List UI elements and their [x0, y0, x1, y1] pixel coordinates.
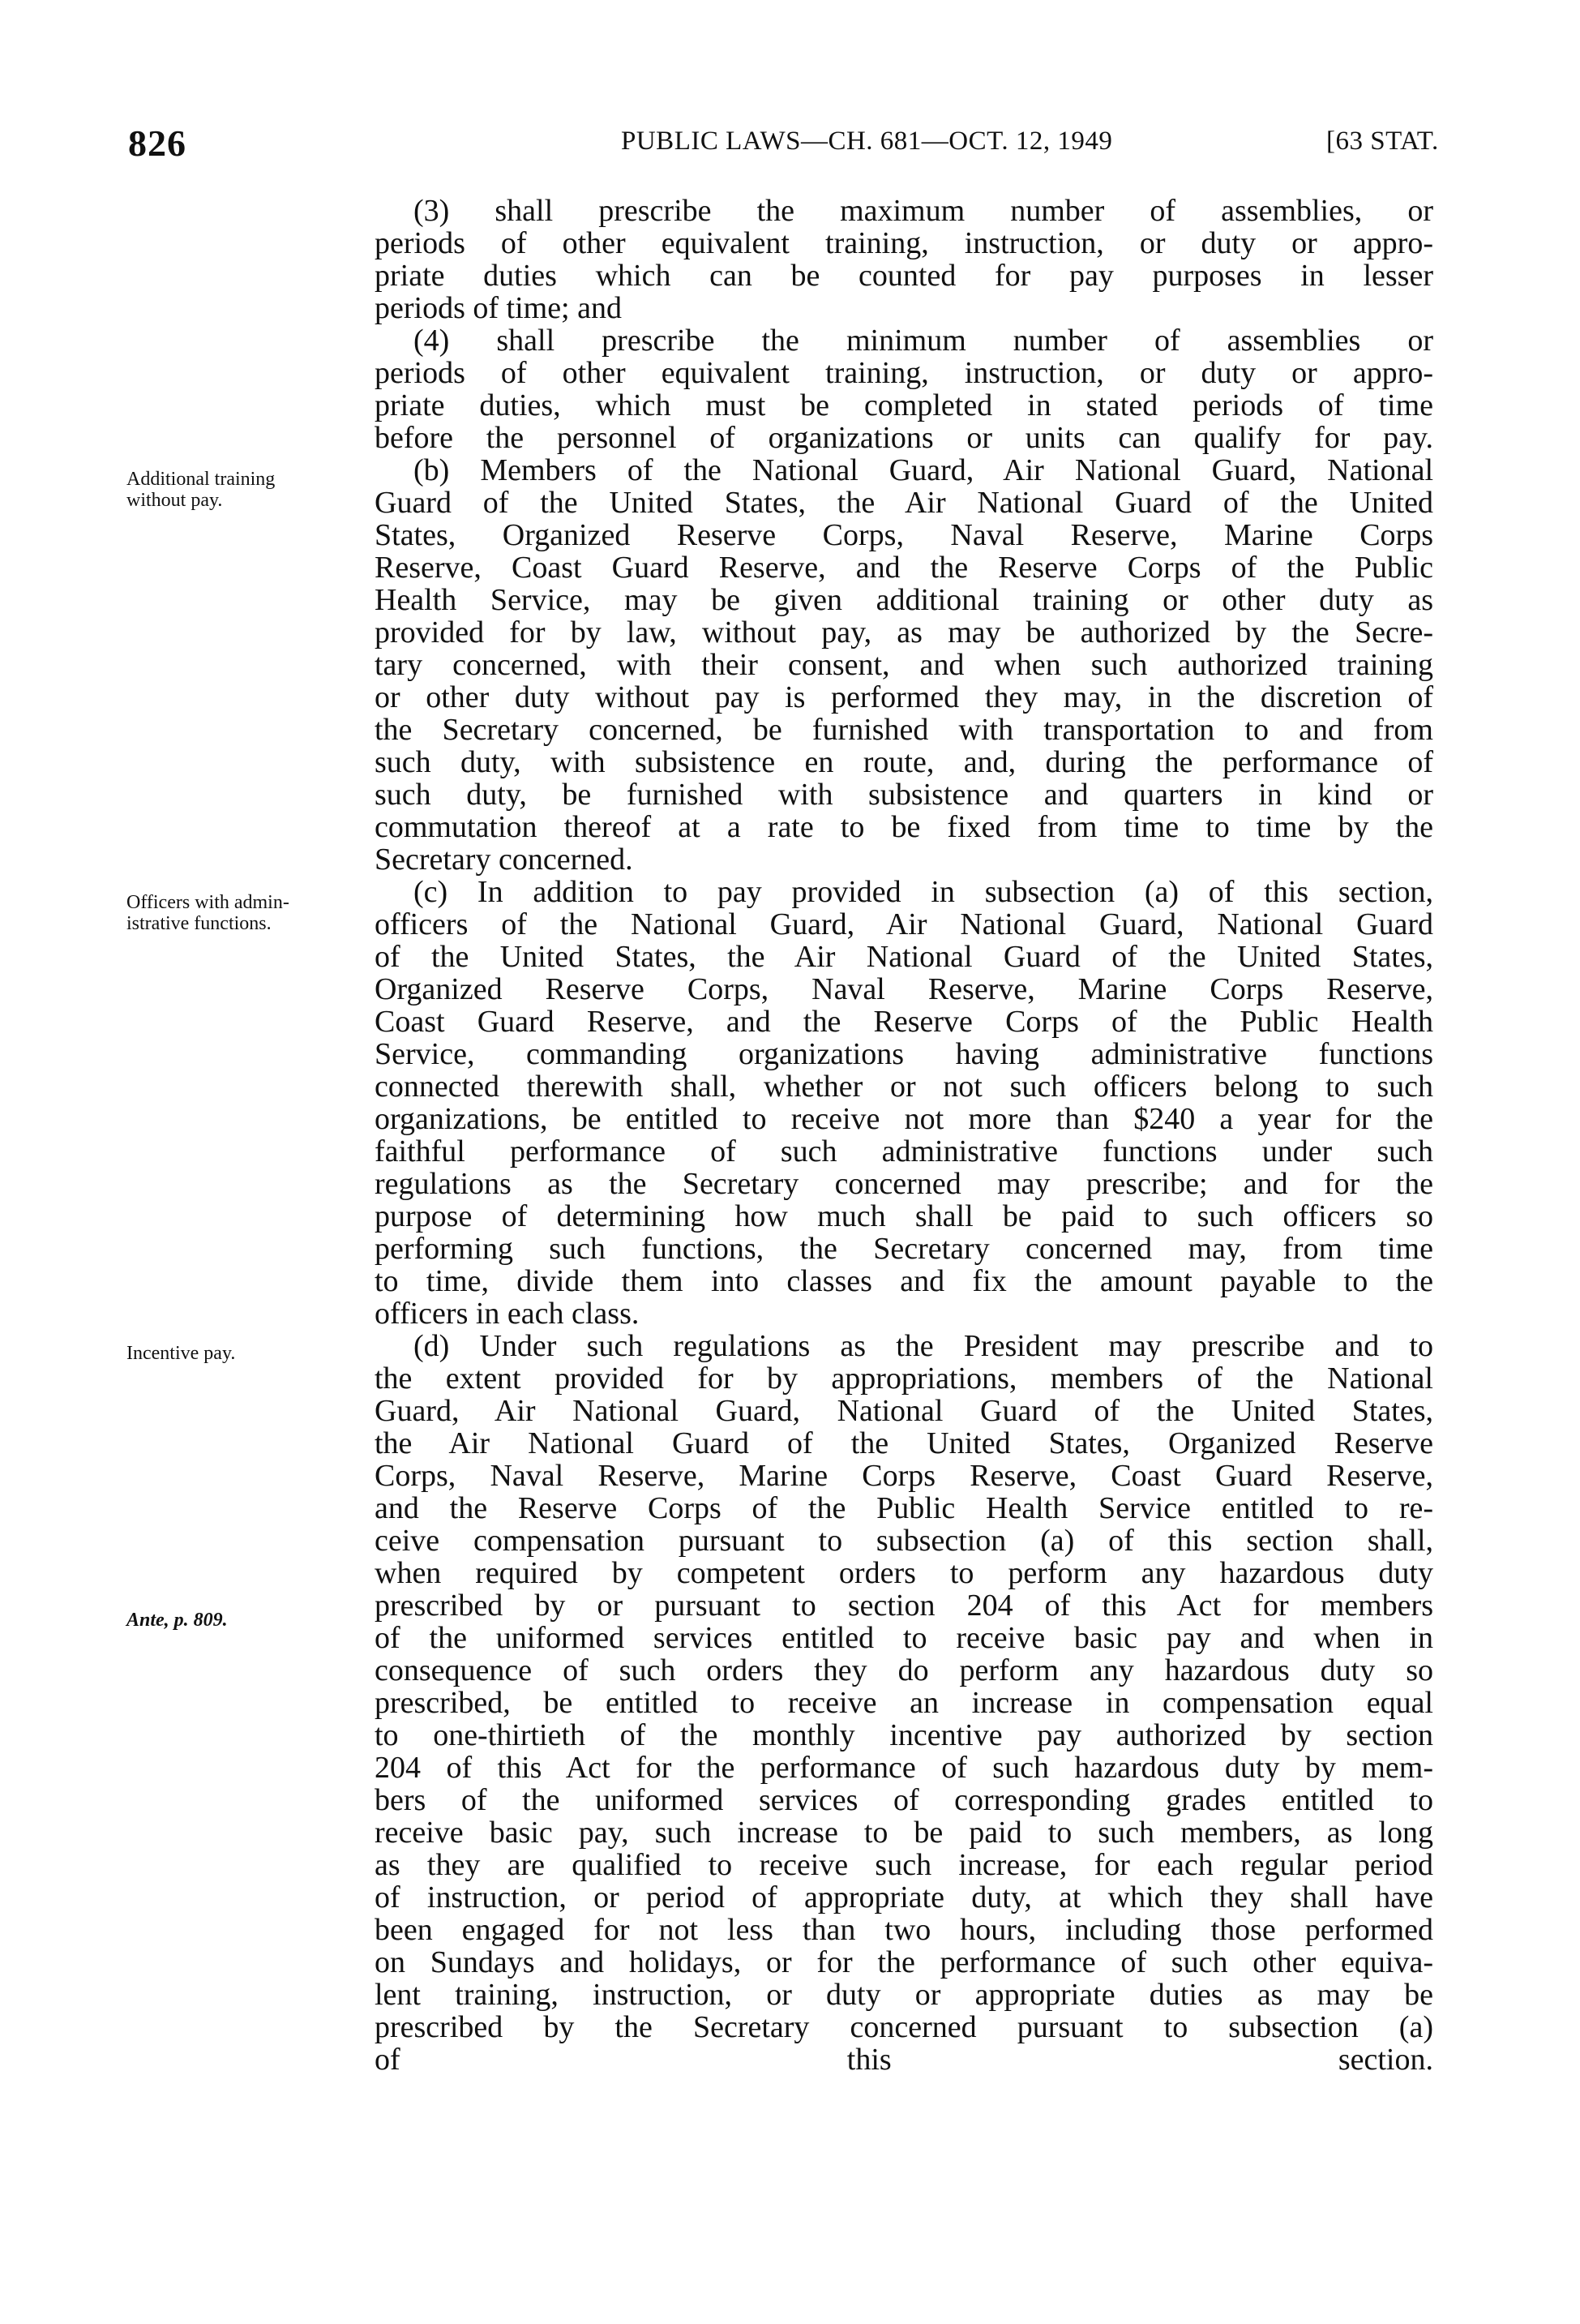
text-line: bers of the uniformed services of corresponding grades entitled to: [375, 1783, 1433, 1817]
text-line: (3) shall prescribe the maximum number of assemblies, or: [413, 194, 1433, 228]
page-header: [0, 122, 1580, 170]
margin-note-ante: [126, 1610, 370, 1631]
text-line: (c) In addition to pay provided in subsection (a) of this section,: [413, 875, 1433, 909]
text-line: or other duty without pay is performed they may, in the discretion of: [375, 680, 1433, 714]
text-line: officers of the National Guard, Air National Guard, National Guard: [375, 907, 1433, 941]
text-line: Coast Guard Reserve, and the Reserve Corps of the Public Health: [375, 1005, 1433, 1039]
text-line: Organized Reserve Corps, Naval Reserve, Marine Corps Reserve,: [375, 972, 1433, 1006]
text-line: of the uniformed services entitled to receive basic pay and when in: [375, 1621, 1433, 1655]
margin-note-additional-training: [126, 469, 370, 511]
text-line: commutation thereof at a rate to be fixed from time to time by the: [375, 810, 1433, 844]
volume-reference: [63 STAT.: [1326, 126, 1439, 156]
text-line: Guard, Air National Guard, National Guard of the United States,: [375, 1394, 1433, 1428]
margin-note-line: Additional training: [126, 469, 276, 490]
text-line: 204 of this Act for the performance of such hazardous duty by mem-: [375, 1751, 1433, 1785]
text-line: officers in each class.: [375, 1297, 640, 1331]
text-line: Guard of the United States, the Air National Guard of the United: [375, 486, 1433, 520]
text-line: [375, 2076, 1433, 2108]
text-line: as they are qualified to receive such increase, for each regular period: [375, 1848, 1433, 1882]
text-line: (4) shall prescribe the minimum number of assemblies or: [413, 324, 1433, 358]
text-line: prescribed, be entitled to receive an increase in compensation equal: [375, 1686, 1433, 1720]
margin-note-line: istrative functions.: [126, 913, 272, 934]
text-line: (b) Members of the National Guard, Air National Guard, National: [413, 453, 1433, 487]
text-line: periods of time; and: [375, 291, 622, 325]
text-line: performing such functions, the Secretary concerned may, from time: [375, 1232, 1433, 1266]
body-text: [375, 195, 1433, 2108]
text-line: regulations as the Secretary concerned may prescribe; and for the: [375, 1167, 1433, 1201]
running-head: PUBLIC LAWS—CH. 681—OCT. 12, 1949: [621, 126, 1113, 156]
text-line: on Sundays and holidays, or for the performance of such other equiva-: [375, 1945, 1433, 1979]
text-line: prescribed by or pursuant to section 204 of this Act for members: [375, 1589, 1433, 1623]
text-line: of instruction, or period of appropriate duty, at which they shall have: [375, 1880, 1433, 1915]
text-line: been engaged for not less than two hours, including those performed: [375, 1913, 1433, 1947]
text-line: the extent provided for by appropriations, members of the National: [375, 1361, 1433, 1396]
text-line: such duty, with subsistence en route, and, during the performance of: [375, 745, 1433, 779]
margin-note-line: Incentive pay.: [126, 1343, 236, 1364]
text-line: Secretary concerned.: [375, 843, 633, 877]
text-line: of the United States, the Air National Guard of the United States,: [375, 940, 1433, 974]
text-line: Corps, Naval Reserve, Marine Corps Reserve, Coast Guard Reserve,: [375, 1459, 1433, 1493]
text-line: prescribed by the Secretary concerned pursuant to subsection (a): [375, 2010, 1433, 2044]
text-line: Health Service, may be given additional training or other duty as: [375, 583, 1433, 617]
page-number: 826: [128, 122, 186, 164]
text-line: Reserve, Coast Guard Reserve, and the Reserve Corps of the Public: [375, 551, 1433, 585]
text-line: ceive compensation pursuant to subsection (a) of this section shall,: [375, 1524, 1433, 1558]
margin-note-line: without pay.: [126, 490, 223, 511]
margin-note-line: Ante, p. 809.: [126, 1610, 228, 1631]
text-line: such duty, be furnished with subsistence and quarters in kind or: [375, 778, 1433, 812]
text-line: periods of other equivalent training, instruction, or duty or appro-: [375, 226, 1433, 260]
text-line: before the personnel of organizations or units can qualify for pay.: [375, 421, 1433, 455]
text-line: to one-thirtieth of the monthly incentive pay authorized by section: [375, 1718, 1433, 1752]
text-line: tary concerned, with their consent, and when such authorized training: [375, 648, 1433, 682]
text-line: lent training, instruction, or duty or appropriate duties as may be: [375, 1978, 1433, 2012]
text-line: to time, divide them into classes and fix the amount payable to the: [375, 1264, 1433, 1298]
text-line: and the Reserve Corps of the Public Health Service entitled to re-: [375, 1491, 1433, 1525]
margin-note-line: Officers with admin-: [126, 892, 289, 913]
text-line: of this section.: [375, 2043, 1433, 2077]
text-line: organizations, be entitled to receive not more than $240 a year for the: [375, 1102, 1433, 1136]
text-line: provided for by law, without pay, as may be authorized by the Secre-: [375, 615, 1433, 650]
text-line: States, Organized Reserve Corps, Naval Reserve, Marine Corps: [375, 518, 1433, 552]
text-line: connected therewith shall, whether or not such officers belong to such: [375, 1070, 1433, 1104]
text-line: consequence of such orders they do perform any hazardous duty so: [375, 1653, 1433, 1687]
text-line: receive basic pay, such increase to be paid to such members, as long: [375, 1816, 1433, 1850]
margin-note-officers-admin: [126, 892, 370, 934]
text-line: priate duties, which must be completed in stated periods of time: [375, 388, 1433, 422]
text-line: Service, commanding organizations having administrative functions: [375, 1037, 1433, 1071]
margin-note-incentive-pay: [126, 1343, 370, 1364]
text-line: the Air National Guard of the United States, Organized Reserve: [375, 1426, 1433, 1460]
text-line: faithful performance of such administrative functions under such: [375, 1134, 1433, 1168]
text-line: priate duties which can be counted for pay purposes in lesser: [375, 259, 1433, 293]
text-line: purpose of determining how much shall be paid to such officers so: [375, 1199, 1433, 1233]
text-line: (d) Under such regulations as the President may prescribe and to: [413, 1329, 1433, 1363]
text-line: the Secretary concerned, be furnished with transportation to and from: [375, 713, 1433, 747]
text-line: periods of other equivalent training, instruction, or duty or appro-: [375, 356, 1433, 390]
text-line: when required by competent orders to perform any hazardous duty: [375, 1556, 1433, 1590]
